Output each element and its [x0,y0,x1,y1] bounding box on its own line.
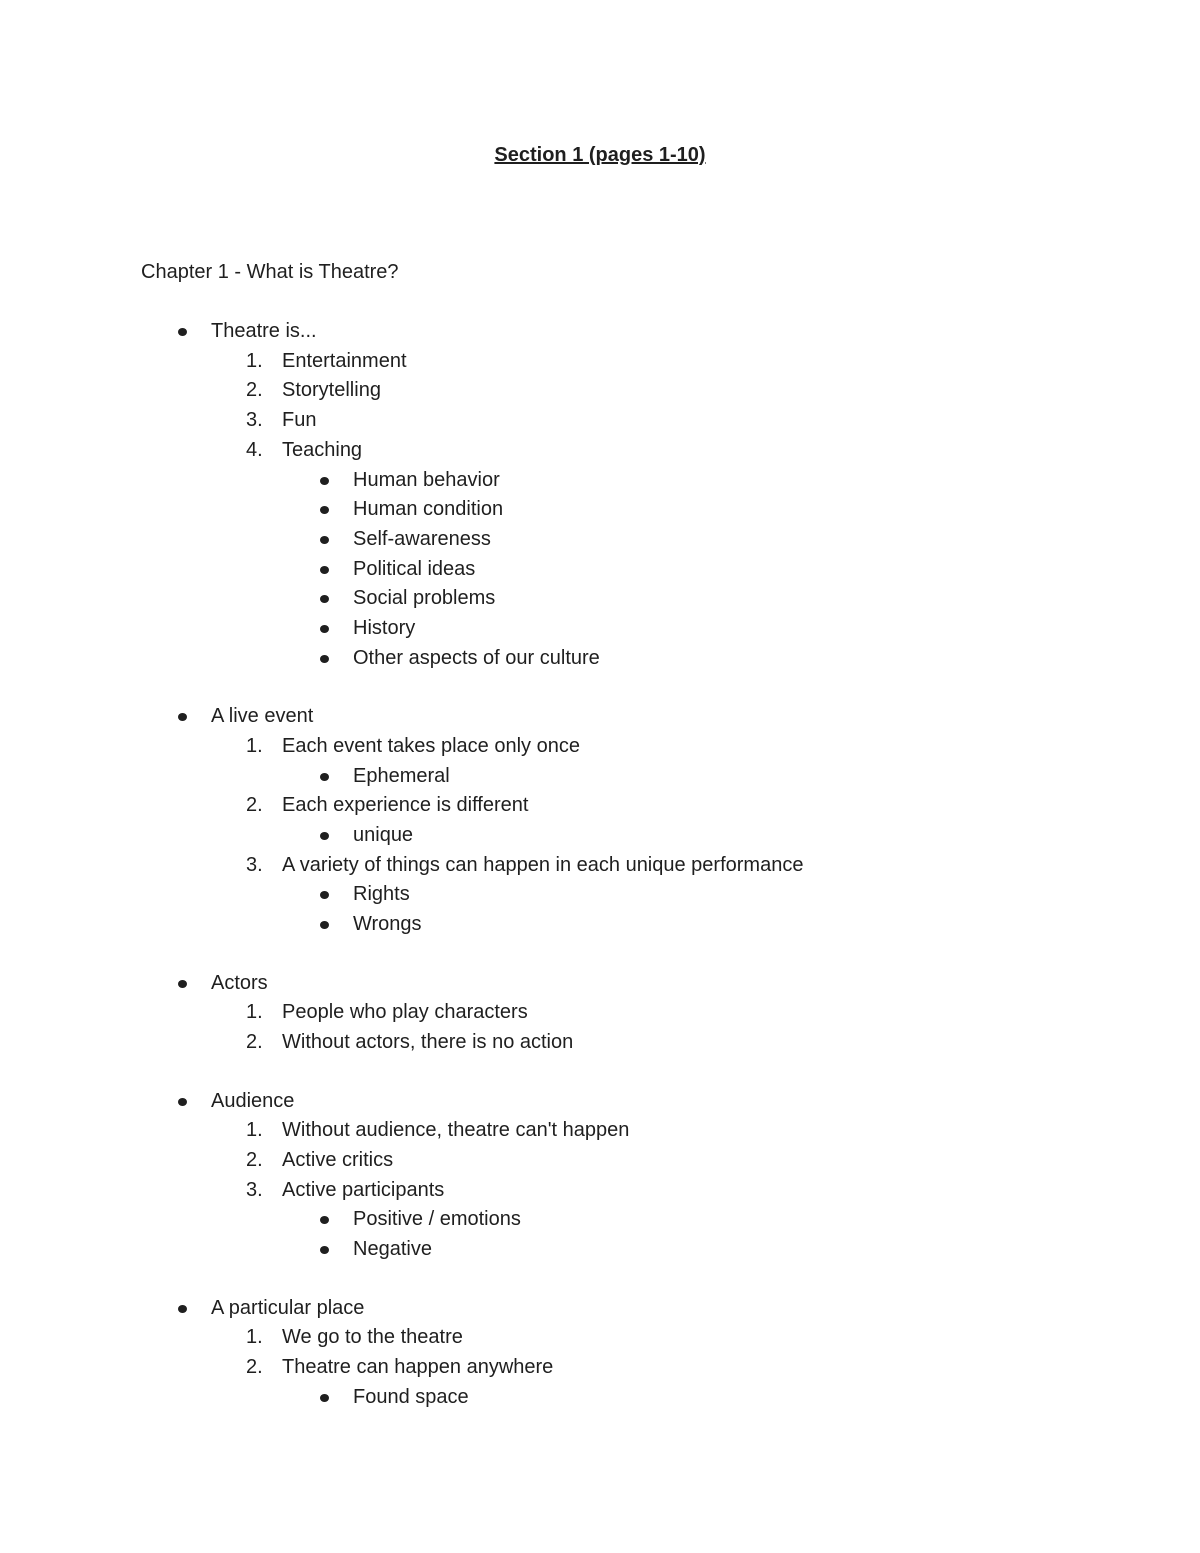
chapter-heading: Chapter 1 - What is Theatre? [141,261,399,283]
outline-item-text: Active participants [282,1178,445,1201]
outline-item-text: We go to the theatre [282,1326,463,1349]
bullet-icon [178,328,187,336]
outline-item-text: unique [353,824,414,846]
bullet-icon [320,625,329,633]
bullet-icon [320,1394,329,1402]
outline-item-text: History [353,617,416,639]
bullet-icon [320,921,329,929]
outline-item-text: Social problems [353,587,496,610]
outline-item-text: Teaching [282,438,363,461]
bullet-icon [320,566,329,574]
bullet-icon [320,891,329,899]
outline-item-text: Each experience is different [282,794,529,817]
bullet-icon [320,655,329,663]
outline-item-text: Entertainment [282,349,407,372]
outline-item-text: Found space [353,1385,469,1408]
outline-item-text: Audience [211,1089,295,1112]
bullet-icon [178,1098,187,1106]
list-number: 2. [246,1355,263,1378]
outline-item-text: A particular place [211,1296,365,1319]
outline-item-text: Rights [353,883,410,906]
bullet-icon [178,1305,187,1313]
list-number: 1. [246,1001,263,1024]
list-number: 1. [246,349,263,372]
list-number: 1. [246,734,263,757]
list-number: 1. [246,1326,263,1349]
list-number: 3. [246,409,263,432]
list-number: 2. [246,1148,263,1171]
list-number: 4. [246,438,263,461]
bullet-icon [320,536,329,544]
outline-item-text: Human condition [353,498,504,521]
list-number: 3. [246,853,263,876]
outline-item-text: Human behavior [353,468,500,491]
bullet-icon [320,832,329,840]
outline-item-text: Theatre can happen anywhere [282,1355,554,1378]
outline-item-text: Ephemeral [353,764,450,787]
outline-item-text: People who play characters [282,1001,528,1024]
bullet-icon [320,506,329,514]
outline-item-text: Political ideas [353,557,476,580]
list-number: 1. [246,1119,263,1142]
outline-item-text: A live event [211,705,314,728]
list-number: 2. [246,379,263,402]
outline-item-text: Positive / emotions [353,1208,521,1231]
bullet-icon [320,773,329,781]
bullet-icon [178,713,187,721]
outline-item-text: Self-awareness [353,527,491,550]
bullet-icon [320,477,329,485]
outline-item-text: Wrongs [353,913,422,936]
bullet-icon [178,980,187,988]
outline-item-text: Other aspects of our culture [353,646,600,669]
outline-item-text: Without audience, theatre can't happen [282,1119,630,1142]
outline-item-text: Theatre is... [211,320,317,342]
outline-item-text: Negative [353,1238,432,1260]
list-number: 2. [246,794,263,817]
outline-item-text: Active critics [282,1148,394,1171]
outline-item-text: Storytelling [282,379,381,402]
bullet-icon [320,1246,329,1254]
outline-item-text: A variety of things can happen in each unique performance [282,853,804,876]
list-number: 2. [246,1031,263,1053]
outline-item-text: Without actors, there is no action [282,1031,574,1053]
outline-item-text: Each event takes place only once [282,734,580,757]
bullet-icon [320,595,329,603]
list-number: 3. [246,1178,263,1201]
bullet-icon [320,1216,329,1224]
outline-item-text: Fun [282,409,317,432]
outline-item-text: Actors [211,971,268,994]
page-title: Section 1 (pages 1-10) [494,144,706,166]
